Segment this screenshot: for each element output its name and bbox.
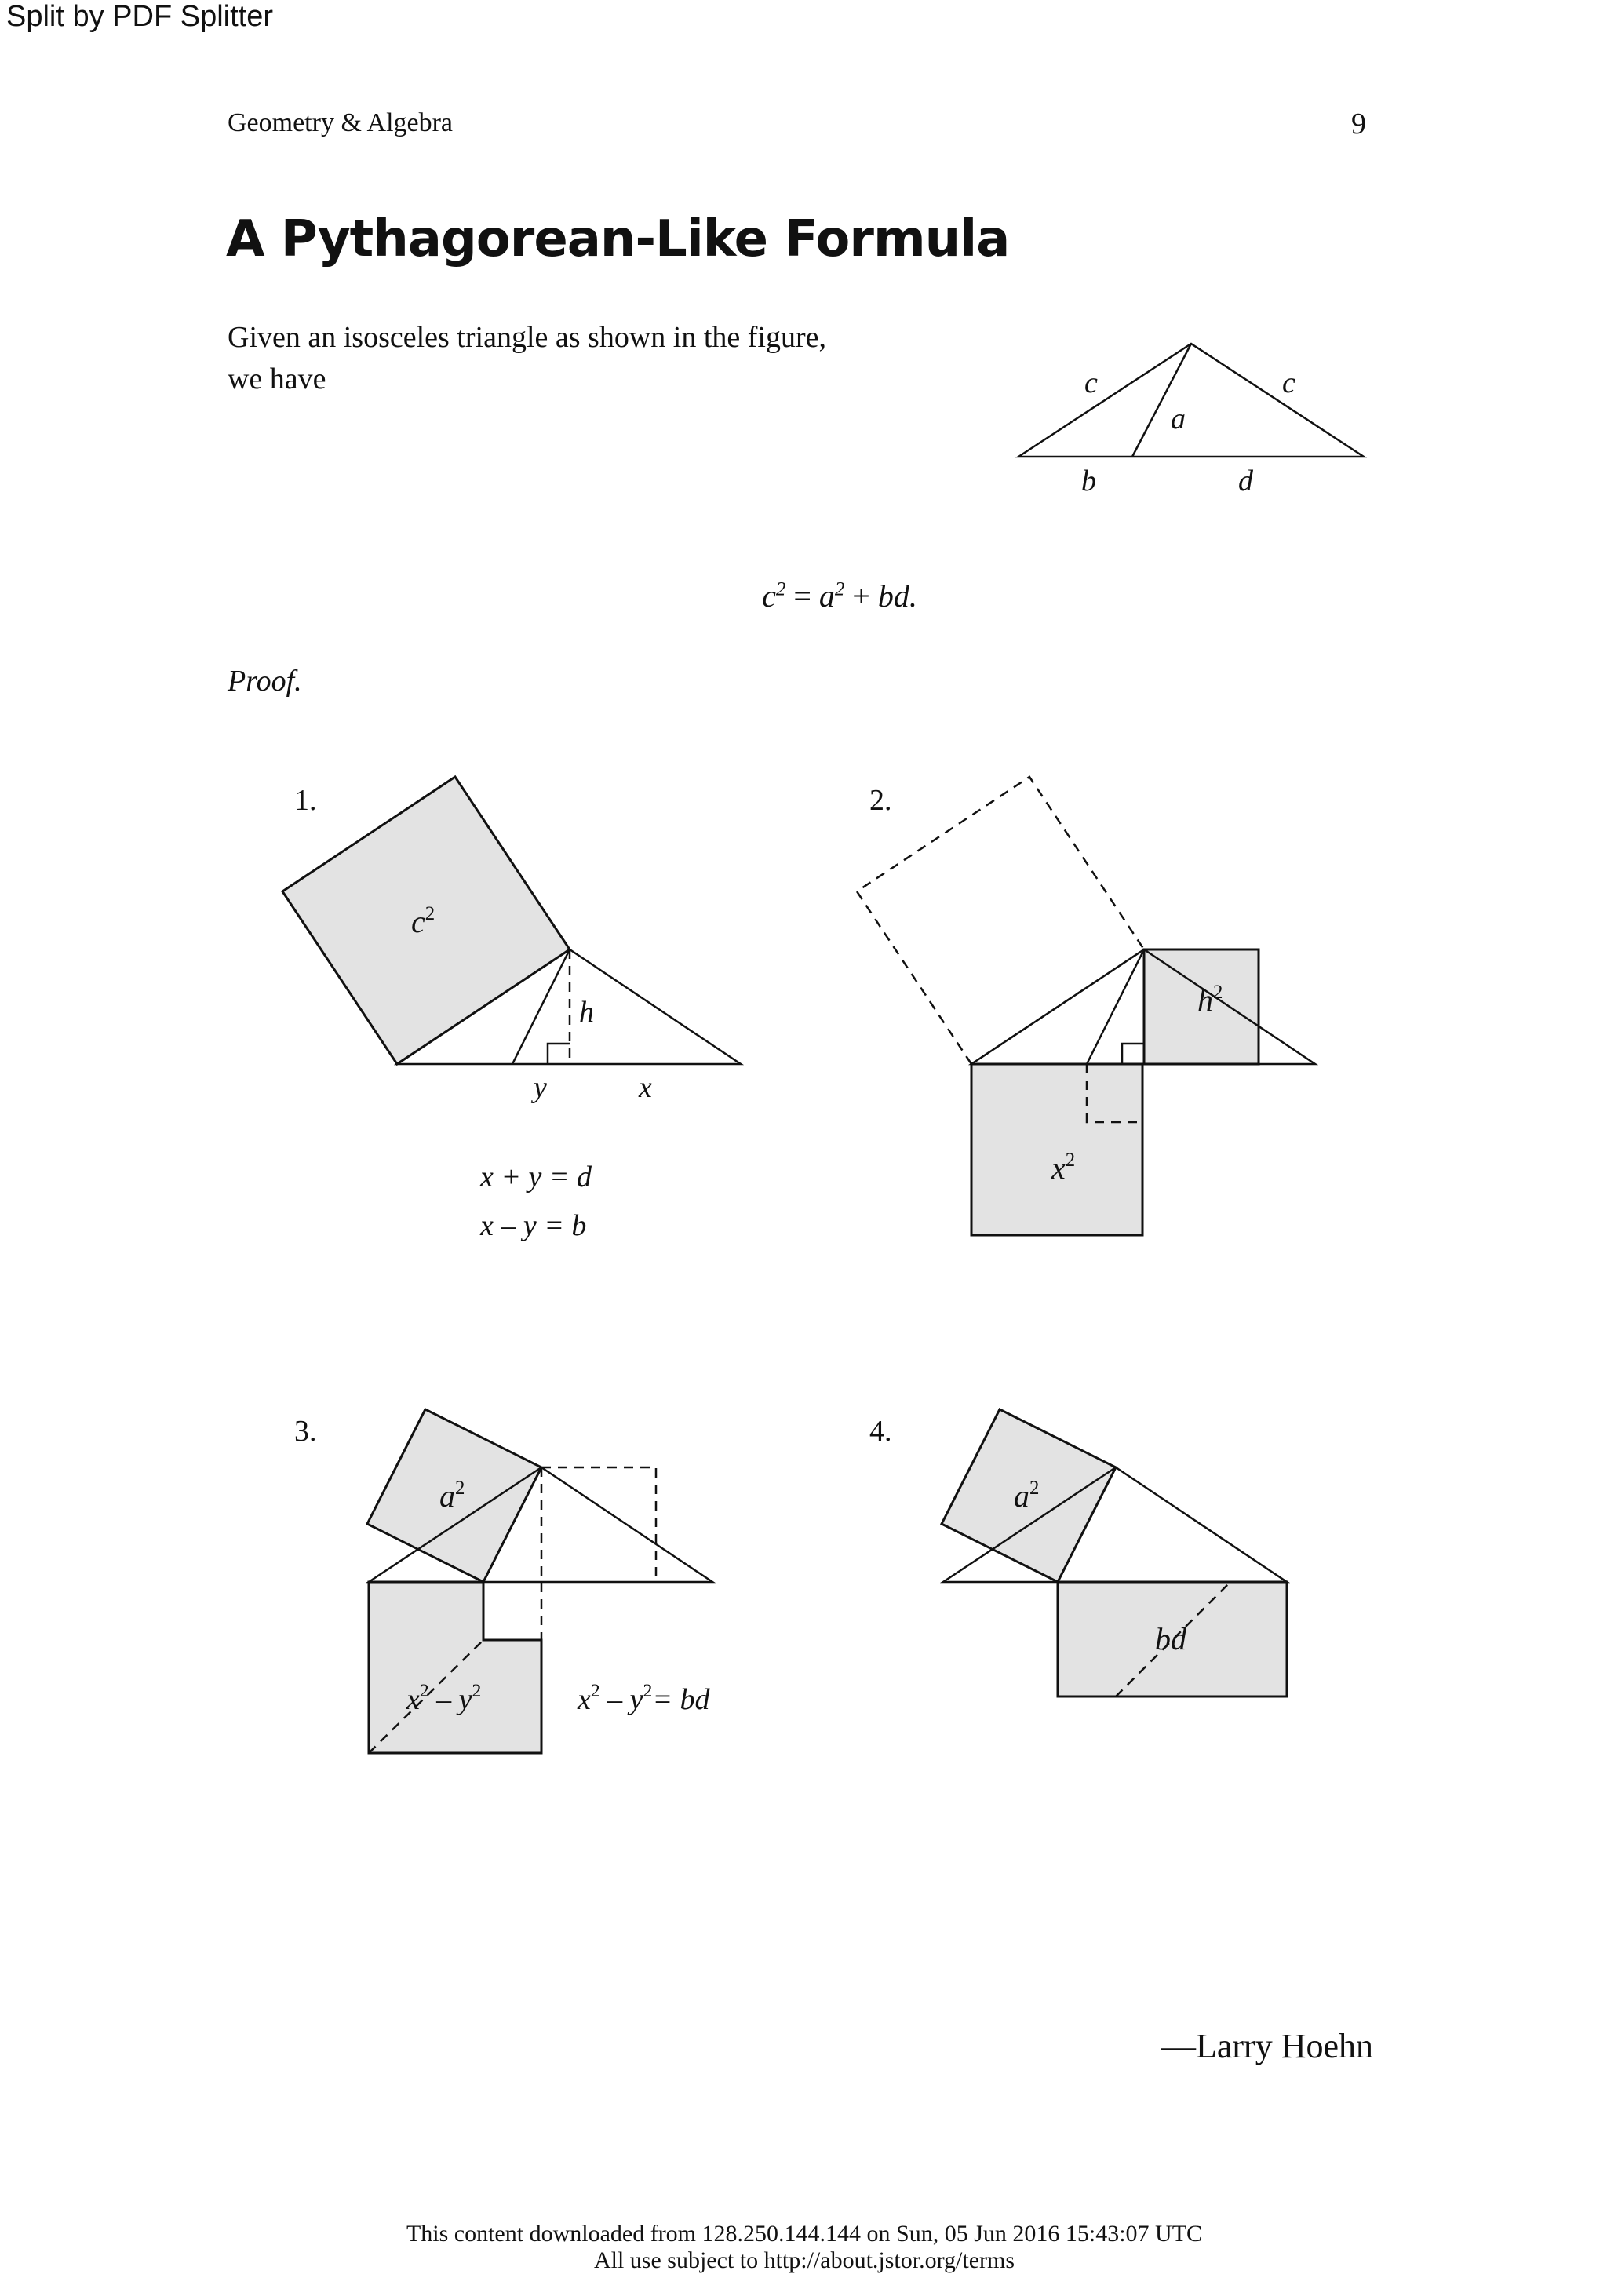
x-squared-label: $x^2$ [1051,1150,1076,1186]
equation-difference: x – y = b [480,1209,587,1242]
x2-minus-y2-label: $x^2 - y^2$ [406,1681,482,1716]
x-label: x [639,1071,652,1104]
c-squared-label: $c^2$ [411,903,435,939]
main-triangle-figure [1018,344,1364,497]
main-formula: $c^2 = a^2$ + bd. [762,578,917,614]
label-c-right: c [1282,366,1295,399]
label-b: b [1081,465,1096,497]
equation-sum: x + y = d [480,1161,592,1194]
x-squared-square [971,1064,1142,1235]
step-3-figure [294,1409,712,1753]
step-4-number: 4. [869,1415,892,1448]
step-2-figure [857,777,1315,1235]
step-4-figure [869,1409,1287,1696]
step-2-number: 2. [869,784,892,817]
label-d: d [1238,465,1253,497]
intro-line-1: Given an isosceles triangle as shown in the figure, [228,321,826,354]
footer-line-2: All use subject to http://about.jstor.org/terms [593,2247,1015,2273]
y-label: y [534,1071,547,1104]
running-head: Geometry & Algebra [228,108,454,137]
proof-label: Proof. [228,665,302,698]
step-1-number: 1. [294,784,317,817]
h-label: h [579,996,594,1029]
x2-minus-y2-equation: $x^2 - y^2=$ bd [578,1681,710,1716]
jstor-footer [235,2221,1373,2274]
intro-line-2: we have [228,363,326,395]
step-3-number: 3. [294,1415,317,1448]
label-a: a [1171,403,1186,436]
pdf-splitter-watermark: Split by PDF Splitter [6,0,273,33]
a-squared-label-4: $a^2$ [1014,1478,1040,1514]
label-c-left: c [1084,366,1098,399]
bd-label: bd [1155,1621,1186,1656]
h-squared-label: $h^2$ [1197,982,1223,1018]
article-title: A Pythagorean-Like Formula [226,210,1010,268]
footer-line-1: This content downloaded from 128.250.144.144 on Sun, 05 Jun 2016 15:43:07 UTC [406,2221,1203,2247]
author-attribution: —Larry Hoehn [1161,2027,1373,2065]
page-number: 9 [1351,108,1366,140]
a-squared-label: $a^2$ [439,1478,465,1514]
step-1-figure [282,777,741,1242]
